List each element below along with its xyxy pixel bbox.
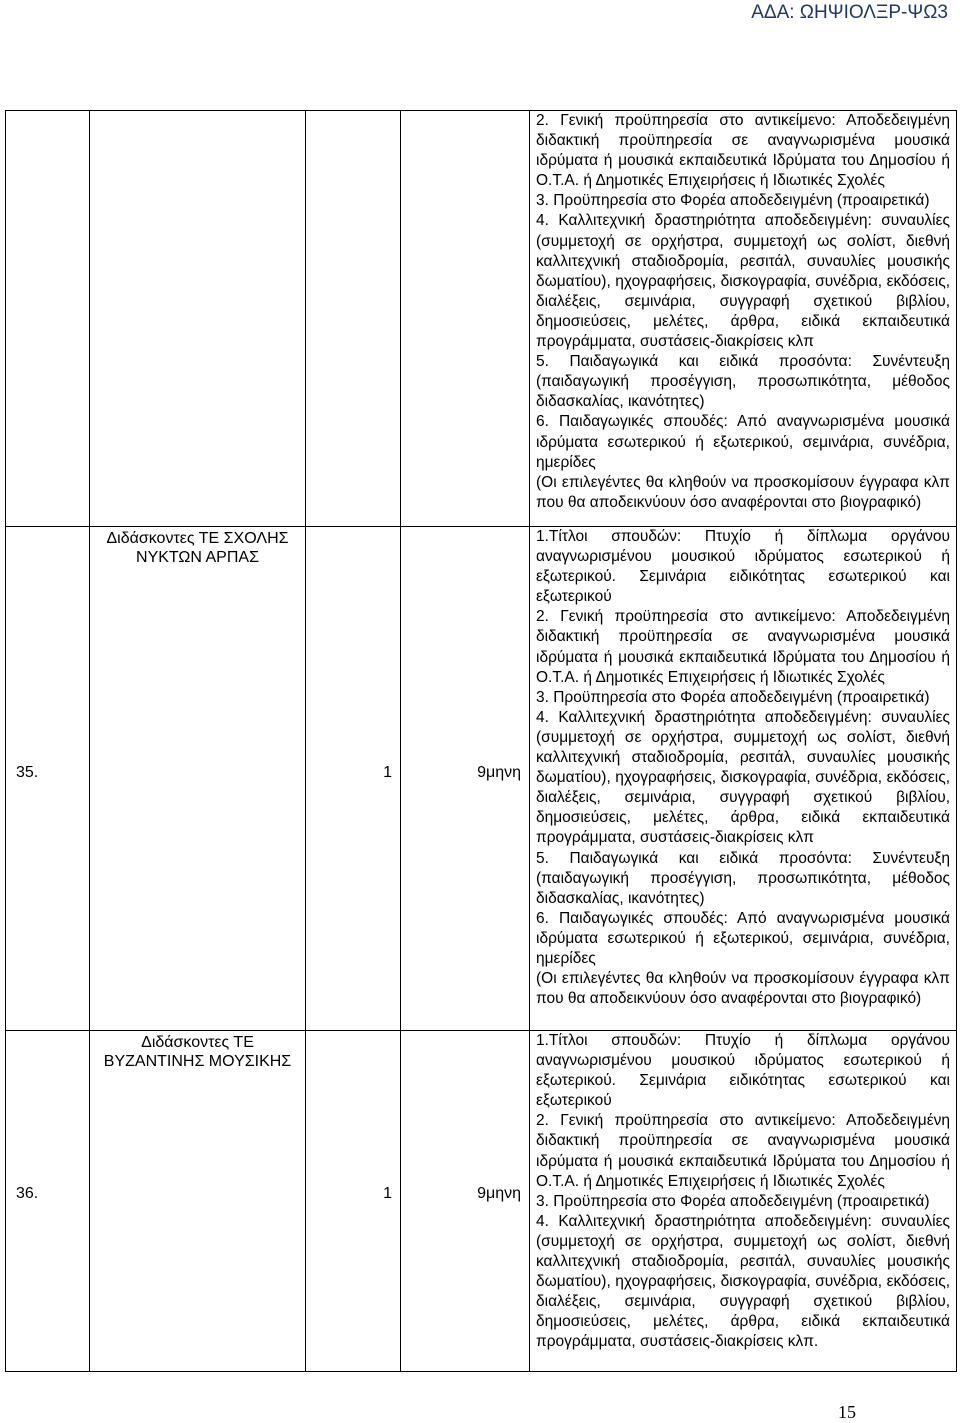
qualification-item: 3. Προϋπηρεσία στο Φορέα αποδεδειγμένη (προαιρετικά) — [536, 688, 930, 706]
category-cell — [90, 111, 306, 527]
qualification-item: (Οι επιλεγέντες θα κληθούν να προσκομίσουν έγγραφα κλπ που θα αποδεικνύουν όσο αναφέρονται στο βιογραφικό) — [536, 473, 950, 511]
row-duration: 9μηνη — [477, 764, 521, 781]
page-number: 15 — [838, 1402, 856, 1422]
positions-table — [5, 110, 957, 1372]
qualifications-list — [530, 1031, 956, 1353]
qualification-item: 5. Παιδαγωγικά και ειδικά προσόντα: Συνέντευξη (παιδαγωγική προσέγγιση, προσωπικότητα, μέθοδος διδασκαλίας, ικανότητες) — [536, 849, 950, 907]
qualification-item: 1.Τίτλοι σπουδών: Πτυχίο ή δίπλωμα οργάνου αναγνωρισμένου μουσικού ιδρύματος εσωτερικού ή εξωτερικού. Σεμινάρια ειδικότητας εσωτερικού και εξωτερικού — [536, 528, 950, 606]
qualification-item: 4. Καλλιτεχνική δραστηριότητα αποδεδειγμένη: συναυλίες (συμμετοχή σε ορχήστρα, συμμετοχή ως σολίστ, διεθνή καλλιτεχνική σταδιοδρομία, ρεσιτάλ, συναυλίες μουσικής δωματίου), ηχογραφήσεις, δισκογραφία, συνέδρια, εκδόσεις, διαλέξεις, σεμινάρια, συγγραφή σχετικού βιβλίου, δημοσιεύσεις, μελέτες, άρθρα, ειδικά εκπαιδευτικά προγράμματα, συστάσεις-διακρίσεις κλπ. — [536, 1212, 950, 1351]
number-cell — [6, 527, 90, 1031]
qualification-item: (Οι επιλεγέντες θα κληθούν να προσκομίσουν έγγραφα κλπ που θα αποδεικνύουν όσο αναφέρονται στο βιογραφικό) — [536, 970, 950, 1008]
qualification-item: 3. Προϋπηρεσία στο Φορέα αποδεδειγμένη (προαιρετικά) — [536, 1192, 930, 1210]
table-row — [6, 1031, 957, 1372]
positions-cell — [306, 1031, 401, 1372]
qualifications-cell — [530, 111, 957, 527]
qualifications-list — [530, 111, 956, 513]
ada-header: ΑΔΑ: ΩΗΨΙΟΛΞΡ-ΨΩ3 — [751, 2, 948, 23]
duration-cell — [401, 111, 530, 527]
qualifications-list — [530, 527, 956, 1009]
category-cell — [90, 1031, 306, 1372]
row-number: 36. — [16, 1185, 39, 1202]
row-positions: 1 — [383, 764, 392, 781]
qualification-item: 2. Γενική προϋπηρεσία στο αντικείμενο: Αποδεδειγμένη διδακτική προϋπηρεσία σε αναγνωρισμένα μουσικά ιδρύματα ή μουσικά εκπαιδευτικά Ιδρύματα του Δημοσίου ή Ο.Τ.Α. ή Δημοτικές Επιχειρήσεις ή Ιδιωτικές Σχολές — [536, 608, 950, 686]
qualification-item: 2. Γενική προϋπηρεσία στο αντικείμενο: Αποδεδειγμένη διδακτική προϋπηρεσία σε αναγνωρισμένα μουσικά ιδρύματα ή μουσικά εκπαιδευτικά Ιδρύματα του Δημοσίου ή Ο.Τ.Α. ή Δημοτικές Επιχειρήσεις ή Ιδιωτικές Σχολές — [536, 1112, 950, 1190]
qualifications-cell — [530, 527, 957, 1031]
qualification-item: 4. Καλλιτεχνική δραστηριότητα αποδεδειγμένη: συναυλίες (συμμετοχή σε ορχήστρα, συμμετοχή ως σολίστ, διεθνή καλλιτεχνική σταδιοδρομία, ρεσιτάλ, συναυλίες μουσικής δωματίου), ηχογραφήσεις, δισκογραφία, συνέδρια, εκδόσεις, διαλέξεις, σεμινάρια, συγγραφή σχετικού βιβλίου, δημοσιεύσεις, μελέτες, άρθρα, ειδικά εκπαιδευτικά προγράμματα, συστάσεις-διακρίσεις κλπ — [536, 212, 950, 351]
duration-cell — [401, 527, 530, 1031]
table-row — [6, 527, 957, 1031]
qualification-item: 6. Παιδαγωγικές σπουδές: Από αναγνωρισμένα μουσικά ιδρύματα εσωτερικού ή εξωτερικού, σεμινάρια, συνέδρια, ημερίδες — [536, 909, 950, 967]
qualification-item: 2. Γενική προϋπηρεσία στο αντικείμενο: Αποδεδειγμένη διδακτική προϋπηρεσία σε αναγνωρισμένα μουσικά ιδρύματα ή μουσικά εκπαιδευτικά Ιδρύματα του Δημοσίου ή Ο.Τ.Α. ή Δημοτικές Επιχειρήσεις ή Ιδιωτικές Σχολές — [536, 112, 950, 190]
row-category: Διδάσκοντες ΤΕ ΒΥΖΑΝΤΙΝΗΣ ΜΟΥΣΙΚΗΣ — [103, 1034, 292, 1070]
number-cell — [6, 111, 90, 527]
positions-cell — [306, 111, 401, 527]
row-category: Διδάσκοντες ΤΕ ΣΧΟΛΗΣ ΝΥΚΤΩΝ ΑΡΠΑΣ — [106, 530, 289, 566]
qualification-item: 1.Τίτλοι σπουδών: Πτυχίο ή δίπλωμα οργάνου αναγνωρισμένου μουσικού ιδρύματος εσωτερικού ή εξωτερικού. Σεμινάρια ειδικότητας εσωτερικού και εξωτερικού — [536, 1032, 950, 1110]
table-row-continued — [6, 111, 957, 527]
qualification-item: 6. Παιδαγωγικές σπουδές: Από αναγνωρισμένα μουσικά ιδρύματα εσωτερικού ή εξωτερικού, σεμινάρια, συνέδρια, ημερίδες — [536, 413, 950, 471]
qualifications-cell — [530, 1031, 957, 1372]
duration-cell — [401, 1031, 530, 1372]
qualification-item: 4. Καλλιτεχνική δραστηριότητα αποδεδειγμένη: συναυλίες (συμμετοχή σε ορχήστρα, συμμετοχή ως σολίστ, διεθνή καλλιτεχνική σταδιοδρομία, ρεσιτάλ, συναυλίες μουσικής δωματίου), ηχογραφήσεις, δισκογραφία, συνέδρια, εκδόσεις, διαλέξεις, σεμινάρια, συγγραφή σχετικού βιβλίου, δημοσιεύσεις, μελέτες, άρθρα, ειδικά εκπαιδευτικά προγράμματα, συστάσεις-διακρίσεις κλπ — [536, 708, 950, 847]
number-cell — [6, 1031, 90, 1372]
row-duration: 9μηνη — [477, 1185, 521, 1202]
qualification-item: 3. Προϋπηρεσία στο Φορέα αποδεδειγμένη (προαιρετικά) — [536, 192, 930, 210]
category-cell — [90, 527, 306, 1031]
row-positions: 1 — [383, 1185, 392, 1202]
row-number: 35. — [16, 764, 39, 781]
positions-cell — [306, 527, 401, 1031]
qualification-item: 5. Παιδαγωγικά και ειδικά προσόντα: Συνέντευξη (παιδαγωγική προσέγγιση, προσωπικότητα, μέθοδος διδασκαλίας, ικανότητες) — [536, 353, 950, 411]
